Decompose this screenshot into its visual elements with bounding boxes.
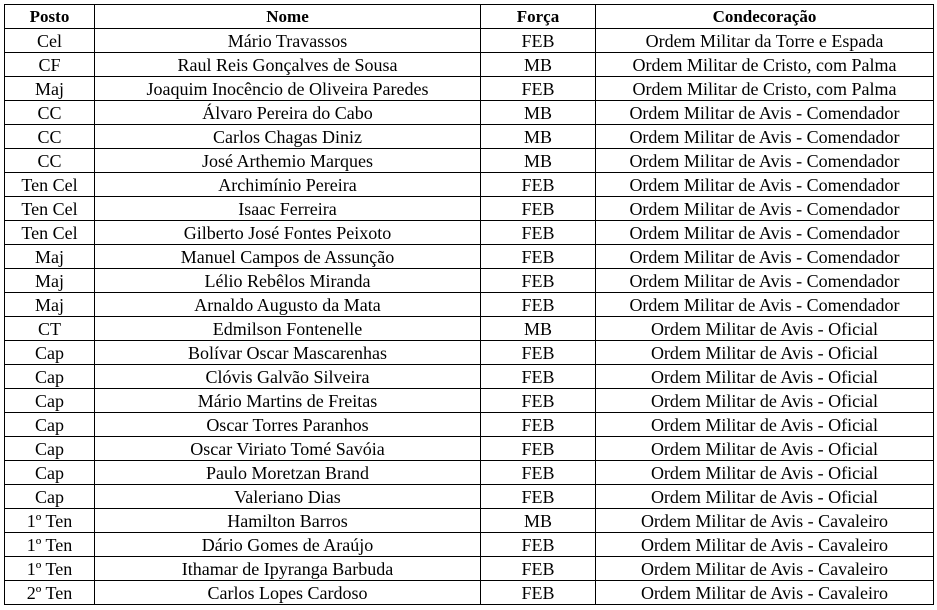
cell-condecoracao: Ordem Militar de Avis - Comendador — [596, 125, 934, 149]
cell-nome: Manuel Campos de Assunção — [95, 245, 481, 269]
cell-condecoracao: Ordem Militar de Cristo, com Palma — [596, 77, 934, 101]
cell-condecoracao: Ordem Militar de Avis - Comendador — [596, 101, 934, 125]
cell-posto: Ten Cel — [5, 173, 95, 197]
cell-nome: Hamilton Barros — [95, 509, 481, 533]
cell-nome: Joaquim Inocêncio de Oliveira Paredes — [95, 77, 481, 101]
cell-condecoracao: Ordem Militar de Avis - Comendador — [596, 149, 934, 173]
table-row — [5, 197, 934, 221]
cell-condecoracao: Ordem Militar de Avis - Oficial — [596, 365, 934, 389]
header-condecoracao: Condecoração — [596, 5, 934, 29]
cell-nome: Archimínio Pereira — [95, 173, 481, 197]
cell-posto: 2º Ten — [5, 581, 95, 605]
table-row — [5, 53, 934, 77]
table-row — [5, 557, 934, 581]
cell-posto: Cap — [5, 341, 95, 365]
cell-nome: Oscar Torres Paranhos — [95, 413, 481, 437]
cell-nome: Álvaro Pereira do Cabo — [95, 101, 481, 125]
table-body — [5, 29, 934, 605]
header-nome: Nome — [95, 5, 481, 29]
table-row — [5, 461, 934, 485]
cell-condecoracao: Ordem Militar de Avis - Comendador — [596, 173, 934, 197]
cell-posto: Cap — [5, 437, 95, 461]
cell-posto: CC — [5, 149, 95, 173]
cell-nome: Lélio Rebêlos Miranda — [95, 269, 481, 293]
cell-condecoracao: Ordem Militar de Avis - Oficial — [596, 341, 934, 365]
cell-condecoracao: Ordem Militar de Cristo, com Palma — [596, 53, 934, 77]
cell-posto: Maj — [5, 293, 95, 317]
table-row — [5, 581, 934, 605]
cell-forca: FEB — [481, 413, 596, 437]
cell-forca: FEB — [481, 389, 596, 413]
decorations-table — [4, 4, 934, 605]
table-row — [5, 245, 934, 269]
header-posto: Posto — [5, 5, 95, 29]
cell-condecoracao: Ordem Militar de Avis - Oficial — [596, 461, 934, 485]
cell-condecoracao: Ordem Militar de Avis - Comendador — [596, 293, 934, 317]
table-row — [5, 221, 934, 245]
table-row — [5, 293, 934, 317]
cell-nome: Isaac Ferreira — [95, 197, 481, 221]
table-row — [5, 125, 934, 149]
cell-forca: FEB — [481, 77, 596, 101]
table-row — [5, 149, 934, 173]
cell-posto: Cap — [5, 461, 95, 485]
cell-nome: Raul Reis Gonçalves de Sousa — [95, 53, 481, 77]
cell-condecoracao: Ordem Militar de Avis - Comendador — [596, 221, 934, 245]
cell-posto: Maj — [5, 245, 95, 269]
cell-condecoracao: Ordem Militar de Avis - Comendador — [596, 245, 934, 269]
cell-forca: FEB — [481, 221, 596, 245]
table-row — [5, 413, 934, 437]
cell-condecoracao: Ordem Militar de Avis - Cavaleiro — [596, 581, 934, 605]
cell-condecoracao: Ordem Militar de Avis - Oficial — [596, 437, 934, 461]
cell-forca: FEB — [481, 269, 596, 293]
cell-forca: FEB — [481, 581, 596, 605]
cell-posto: Maj — [5, 77, 95, 101]
cell-forca: FEB — [481, 365, 596, 389]
cell-nome: Paulo Moretzan Brand — [95, 461, 481, 485]
table-row — [5, 533, 934, 557]
cell-posto: 1º Ten — [5, 533, 95, 557]
cell-condecoracao: Ordem Militar de Avis - Cavaleiro — [596, 557, 934, 581]
cell-condecoracao: Ordem Militar de Avis - Oficial — [596, 413, 934, 437]
cell-nome: Oscar Viriato Tomé Savóia — [95, 437, 481, 461]
cell-forca: FEB — [481, 461, 596, 485]
cell-posto: Cap — [5, 485, 95, 509]
cell-condecoracao: Ordem Militar de Avis - Comendador — [596, 269, 934, 293]
cell-posto: Ten Cel — [5, 221, 95, 245]
cell-posto: 1º Ten — [5, 509, 95, 533]
cell-condecoracao: Ordem Militar de Avis - Cavaleiro — [596, 533, 934, 557]
cell-forca: FEB — [481, 557, 596, 581]
cell-condecoracao: Ordem Militar de Avis - Oficial — [596, 389, 934, 413]
table-row — [5, 269, 934, 293]
cell-condecoracao: Ordem Militar de Avis - Comendador — [596, 197, 934, 221]
cell-forca: MB — [481, 509, 596, 533]
table-row — [5, 341, 934, 365]
header-row — [5, 5, 934, 29]
cell-nome: Valeriano Dias — [95, 485, 481, 509]
cell-nome: Ithamar de Ipyranga Barbuda — [95, 557, 481, 581]
cell-forca: MB — [481, 125, 596, 149]
cell-forca: MB — [481, 149, 596, 173]
table-row — [5, 317, 934, 341]
table-row — [5, 77, 934, 101]
cell-nome: Dário Gomes de Araújo — [95, 533, 481, 557]
cell-forca: MB — [481, 101, 596, 125]
table-row — [5, 485, 934, 509]
table-row — [5, 389, 934, 413]
cell-nome: Clóvis Galvão Silveira — [95, 365, 481, 389]
cell-nome: Arnaldo Augusto da Mata — [95, 293, 481, 317]
cell-nome: Mário Travassos — [95, 29, 481, 53]
cell-nome: Carlos Lopes Cardoso — [95, 581, 481, 605]
cell-forca: FEB — [481, 173, 596, 197]
cell-forca: FEB — [481, 293, 596, 317]
cell-condecoracao: Ordem Militar de Avis - Oficial — [596, 317, 934, 341]
cell-posto: Cap — [5, 389, 95, 413]
cell-nome: Carlos Chagas Diniz — [95, 125, 481, 149]
cell-condecoracao: Ordem Militar de Avis - Oficial — [596, 485, 934, 509]
table-row — [5, 101, 934, 125]
cell-forca: FEB — [481, 485, 596, 509]
cell-posto: 1º Ten — [5, 557, 95, 581]
cell-posto: CT — [5, 317, 95, 341]
cell-forca: FEB — [481, 341, 596, 365]
cell-nome: Mário Martins de Freitas — [95, 389, 481, 413]
cell-forca: MB — [481, 53, 596, 77]
cell-forca: MB — [481, 317, 596, 341]
cell-posto: Cap — [5, 365, 95, 389]
cell-forca: FEB — [481, 245, 596, 269]
cell-forca: FEB — [481, 533, 596, 557]
cell-condecoracao: Ordem Militar de Avis - Cavaleiro — [596, 509, 934, 533]
cell-posto: CC — [5, 125, 95, 149]
cell-posto: CF — [5, 53, 95, 77]
cell-nome: José Arthemio Marques — [95, 149, 481, 173]
cell-posto: Cap — [5, 413, 95, 437]
cell-nome: Bolívar Oscar Mascarenhas — [95, 341, 481, 365]
cell-nome: Edmilson Fontenelle — [95, 317, 481, 341]
cell-forca: FEB — [481, 29, 596, 53]
table-row — [5, 365, 934, 389]
table-row — [5, 173, 934, 197]
cell-posto: CC — [5, 101, 95, 125]
cell-posto: Maj — [5, 269, 95, 293]
cell-forca: FEB — [481, 197, 596, 221]
cell-forca: FEB — [481, 437, 596, 461]
table-row — [5, 509, 934, 533]
cell-posto: Ten Cel — [5, 197, 95, 221]
cell-nome: Gilberto José Fontes Peixoto — [95, 221, 481, 245]
cell-condecoracao: Ordem Militar da Torre e Espada — [596, 29, 934, 53]
table-row — [5, 29, 934, 53]
table-row — [5, 437, 934, 461]
header-forca: Força — [481, 5, 596, 29]
cell-posto: Cel — [5, 29, 95, 53]
